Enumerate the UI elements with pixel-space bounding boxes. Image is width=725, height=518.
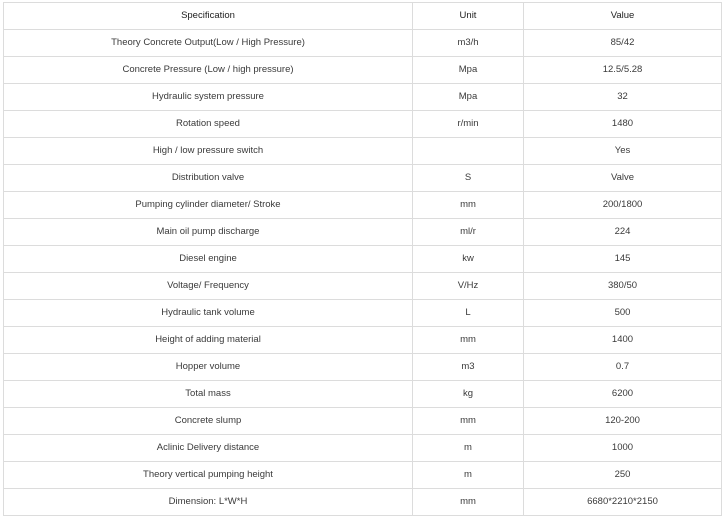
table-row [4, 300, 722, 327]
table-row [4, 462, 722, 489]
table-row [4, 30, 722, 57]
table-row [4, 381, 722, 408]
table-row [4, 489, 722, 516]
cell-value: Valve [524, 165, 722, 192]
cell-value: 120-200 [524, 408, 722, 435]
cell-unit: mm [413, 327, 524, 354]
cell-specification: Concrete slump [4, 408, 413, 435]
cell-specification: Theory vertical pumping height [4, 462, 413, 489]
cell-specification: Diesel engine [4, 246, 413, 273]
cell-unit [413, 138, 524, 165]
table-row [4, 192, 722, 219]
cell-value: 145 [524, 246, 722, 273]
cell-specification: Distribution valve [4, 165, 413, 192]
cell-unit: mm [413, 192, 524, 219]
cell-unit: ml/r [413, 219, 524, 246]
table-row [4, 246, 722, 273]
cell-unit: L [413, 300, 524, 327]
specification-table [3, 2, 722, 516]
cell-value: 1400 [524, 327, 722, 354]
table-row [4, 435, 722, 462]
cell-value: 224 [524, 219, 722, 246]
table-row [4, 219, 722, 246]
cell-value: 12.5/5.28 [524, 57, 722, 84]
cell-unit: m3 [413, 354, 524, 381]
cell-value: 32 [524, 84, 722, 111]
cell-value: 500 [524, 300, 722, 327]
header-specification: Specification [4, 3, 413, 30]
cell-specification: Dimension: L*W*H [4, 489, 413, 516]
table-row [4, 138, 722, 165]
cell-specification: Hydraulic system pressure [4, 84, 413, 111]
table-row [4, 354, 722, 381]
cell-specification: Main oil pump discharge [4, 219, 413, 246]
cell-value: 250 [524, 462, 722, 489]
cell-value: 200/1800 [524, 192, 722, 219]
cell-specification: Hydraulic tank volume [4, 300, 413, 327]
cell-value: 6200 [524, 381, 722, 408]
cell-unit: S [413, 165, 524, 192]
table-row [4, 408, 722, 435]
table-row [4, 57, 722, 84]
table-row [4, 84, 722, 111]
cell-value: 0.7 [524, 354, 722, 381]
cell-unit: m3/h [413, 30, 524, 57]
cell-specification: Pumping cylinder diameter/ Stroke [4, 192, 413, 219]
cell-specification: Voltage/ Frequency [4, 273, 413, 300]
cell-specification: Total mass [4, 381, 413, 408]
cell-unit: mm [413, 489, 524, 516]
table-row [4, 273, 722, 300]
table-row [4, 111, 722, 138]
table-body [4, 30, 722, 516]
cell-unit: kg [413, 381, 524, 408]
cell-value: 380/50 [524, 273, 722, 300]
cell-value: 1000 [524, 435, 722, 462]
cell-value: 1480 [524, 111, 722, 138]
cell-specification: Theory Concrete Output(Low / High Pressure) [4, 30, 413, 57]
cell-specification: High / low pressure switch [4, 138, 413, 165]
cell-unit: m [413, 435, 524, 462]
cell-specification: Rotation speed [4, 111, 413, 138]
cell-unit: Mpa [413, 84, 524, 111]
cell-specification: Hopper volume [4, 354, 413, 381]
cell-unit: mm [413, 408, 524, 435]
table-row [4, 165, 722, 192]
cell-specification: Height of adding material [4, 327, 413, 354]
cell-value: 85/42 [524, 30, 722, 57]
cell-specification: Concrete Pressure (Low / high pressure) [4, 57, 413, 84]
cell-unit: m [413, 462, 524, 489]
table-row [4, 327, 722, 354]
cell-value: 6680*2210*2150 [524, 489, 722, 516]
header-unit: Unit [413, 3, 524, 30]
cell-unit: V/Hz [413, 273, 524, 300]
header-value: Value [524, 3, 722, 30]
cell-unit: r/min [413, 111, 524, 138]
cell-unit: Mpa [413, 57, 524, 84]
cell-specification: Aclinic Delivery distance [4, 435, 413, 462]
cell-unit: kw [413, 246, 524, 273]
table-header-row [4, 3, 722, 30]
cell-value: Yes [524, 138, 722, 165]
